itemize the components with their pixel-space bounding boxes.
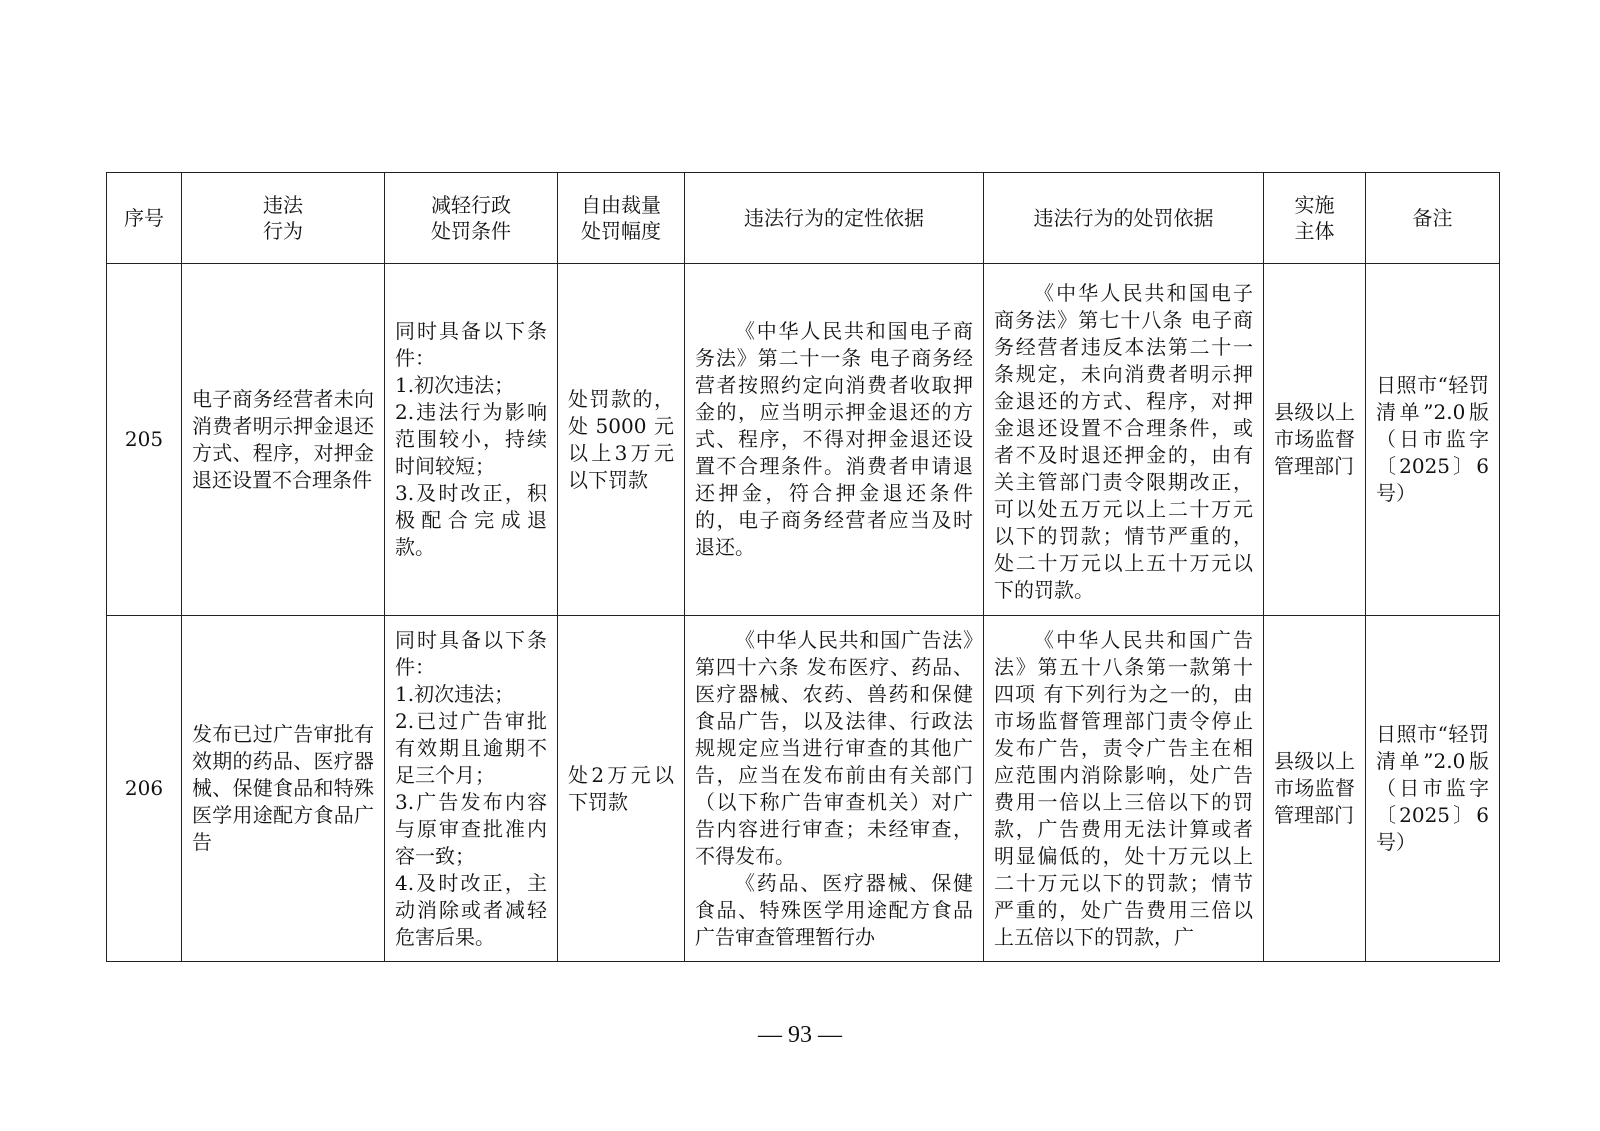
row-mitigation-conditions (385, 616, 558, 962)
row-seq: 206 (107, 616, 182, 962)
table-row (107, 264, 1500, 616)
page-number: — 93 — (758, 1022, 842, 1048)
table-row (107, 616, 1500, 962)
row-remarks: 日照市“轻罚清单”2.0版（日市监字〔2025〕6号） (1366, 616, 1500, 962)
header-qualifying-basis: 违法行为的定性依据 (685, 173, 984, 264)
penalty-basis-text: 《中华人民共和国广告法》第五十八条第一款第十四项 有下列行为之一的，由市场监督管理部门责令停止发布广告，责令广告主在相应范围内消除影响，处广告费用一倍以上三倍以下的罚款，广告费用无法计算或者明显偏低的，处十万元以上二十万元以下的罚款；情节严重的，处广告费用三倍以上五倍以下的罚款，广 (994, 627, 1253, 949)
row-discretion-range: 处2万元以下罚款 (558, 616, 685, 962)
qualifying-basis-text-continued: 《药品、医疗器械、保健食品、特殊医学用途配方食品广告审查管理暂行办 (695, 870, 973, 949)
qualifying-basis-wrapper (695, 627, 973, 951)
header-implementing-body-text: 实施 主体 (1294, 193, 1335, 243)
row-seq: 205 (107, 264, 182, 616)
qualifying-basis-text: 《中华人民共和国电子商务法》第二十一条 电子商务经营者按照约定向消费者收取押金的，应当明示押金退还的方式、程序，不得对押金退还设置不合理条件。消费者申请退还押金，符合押金退还条件的，电子商务经营者应当及时退还。 (695, 319, 973, 559)
row-remarks: 日照市“轻罚清单”2.0版（日市监字〔2025〕6号） (1366, 264, 1500, 616)
row-illegal-act: 发布已过广告审批有效期的药品、医疗器械、保健食品和特殊医学用途配方食品广告 (182, 616, 385, 962)
row-mitigation-conditions-text: 同时具备以下条件： 1.初次违法； 2.已过广告审批有效期且逾期不足三个月； 3.广告发布内容与原审查批准内容一致； 4.及时改正，主动消除或者减轻危害后果。 (395, 627, 547, 949)
row-illegal-act: 电子商务经营者未向消费者明示押金退还方式、程序，对押金退还设置不合理条件 (182, 264, 385, 616)
row-discretion-range: 处罚款的，处5000元以上3万元以下罚款 (558, 264, 685, 616)
row-qualifying-basis (685, 264, 984, 616)
header-implementing-body (1264, 173, 1366, 264)
header-illegal-act (182, 173, 385, 264)
row-penalty-basis (984, 264, 1264, 616)
penalty-basis-wrapper (994, 627, 1253, 951)
header-discretion-range (558, 173, 685, 264)
header-remarks: 备注 (1366, 173, 1500, 264)
row-qualifying-basis (685, 616, 984, 962)
row-penalty-basis (984, 616, 1264, 962)
row-implementing-body: 县级以上市场监督管理部门 (1264, 616, 1366, 962)
table-header-row (107, 173, 1500, 264)
penalty-table (106, 172, 1500, 962)
header-mitigation-conditions-text: 减轻行政 处罚条件 (431, 193, 511, 243)
header-seq: 序号 (107, 173, 182, 264)
row-mitigation-conditions-text: 同时具备以下条件： 1.初次违法； 2.违法行为影响范围较小，持续时间较短； 3.及时改正，积极配合完成退款。 (395, 319, 547, 559)
header-mitigation-conditions (385, 173, 558, 264)
header-illegal-act-text: 违法 行为 (263, 193, 303, 243)
header-penalty-basis: 违法行为的处罚依据 (984, 173, 1264, 264)
qualifying-basis-text: 《中华人民共和国广告法》第四十六条 发布医疗、药品、医疗器械、农药、兽药和保健食品广告，以及法律、行政法规规定应当进行审查的其他广告，应当在发布前由有关部门（以下称广告审查机关）对广告内容进行审查；未经审查，不得发布。 (695, 627, 973, 868)
header-discretion-range-text: 自由裁量 处罚幅度 (581, 193, 661, 243)
row-mitigation-conditions (385, 264, 558, 616)
row-implementing-body: 县级以上市场监督管理部门 (1264, 264, 1366, 616)
penalty-basis-text: 《中华人民共和国电子商务法》第七十八条 电子商务经营者违反本法第二十一条规定，未向消费者明示押金退还的方式、程序，对押金退还设置不合理条件，或者不及时退还押金的，由有关主管部门责令限期改正，可以处五万元以上二十万元以下的罚款；情节严重的，处二十万元以上五十万元以下的罚款。 (994, 280, 1253, 602)
